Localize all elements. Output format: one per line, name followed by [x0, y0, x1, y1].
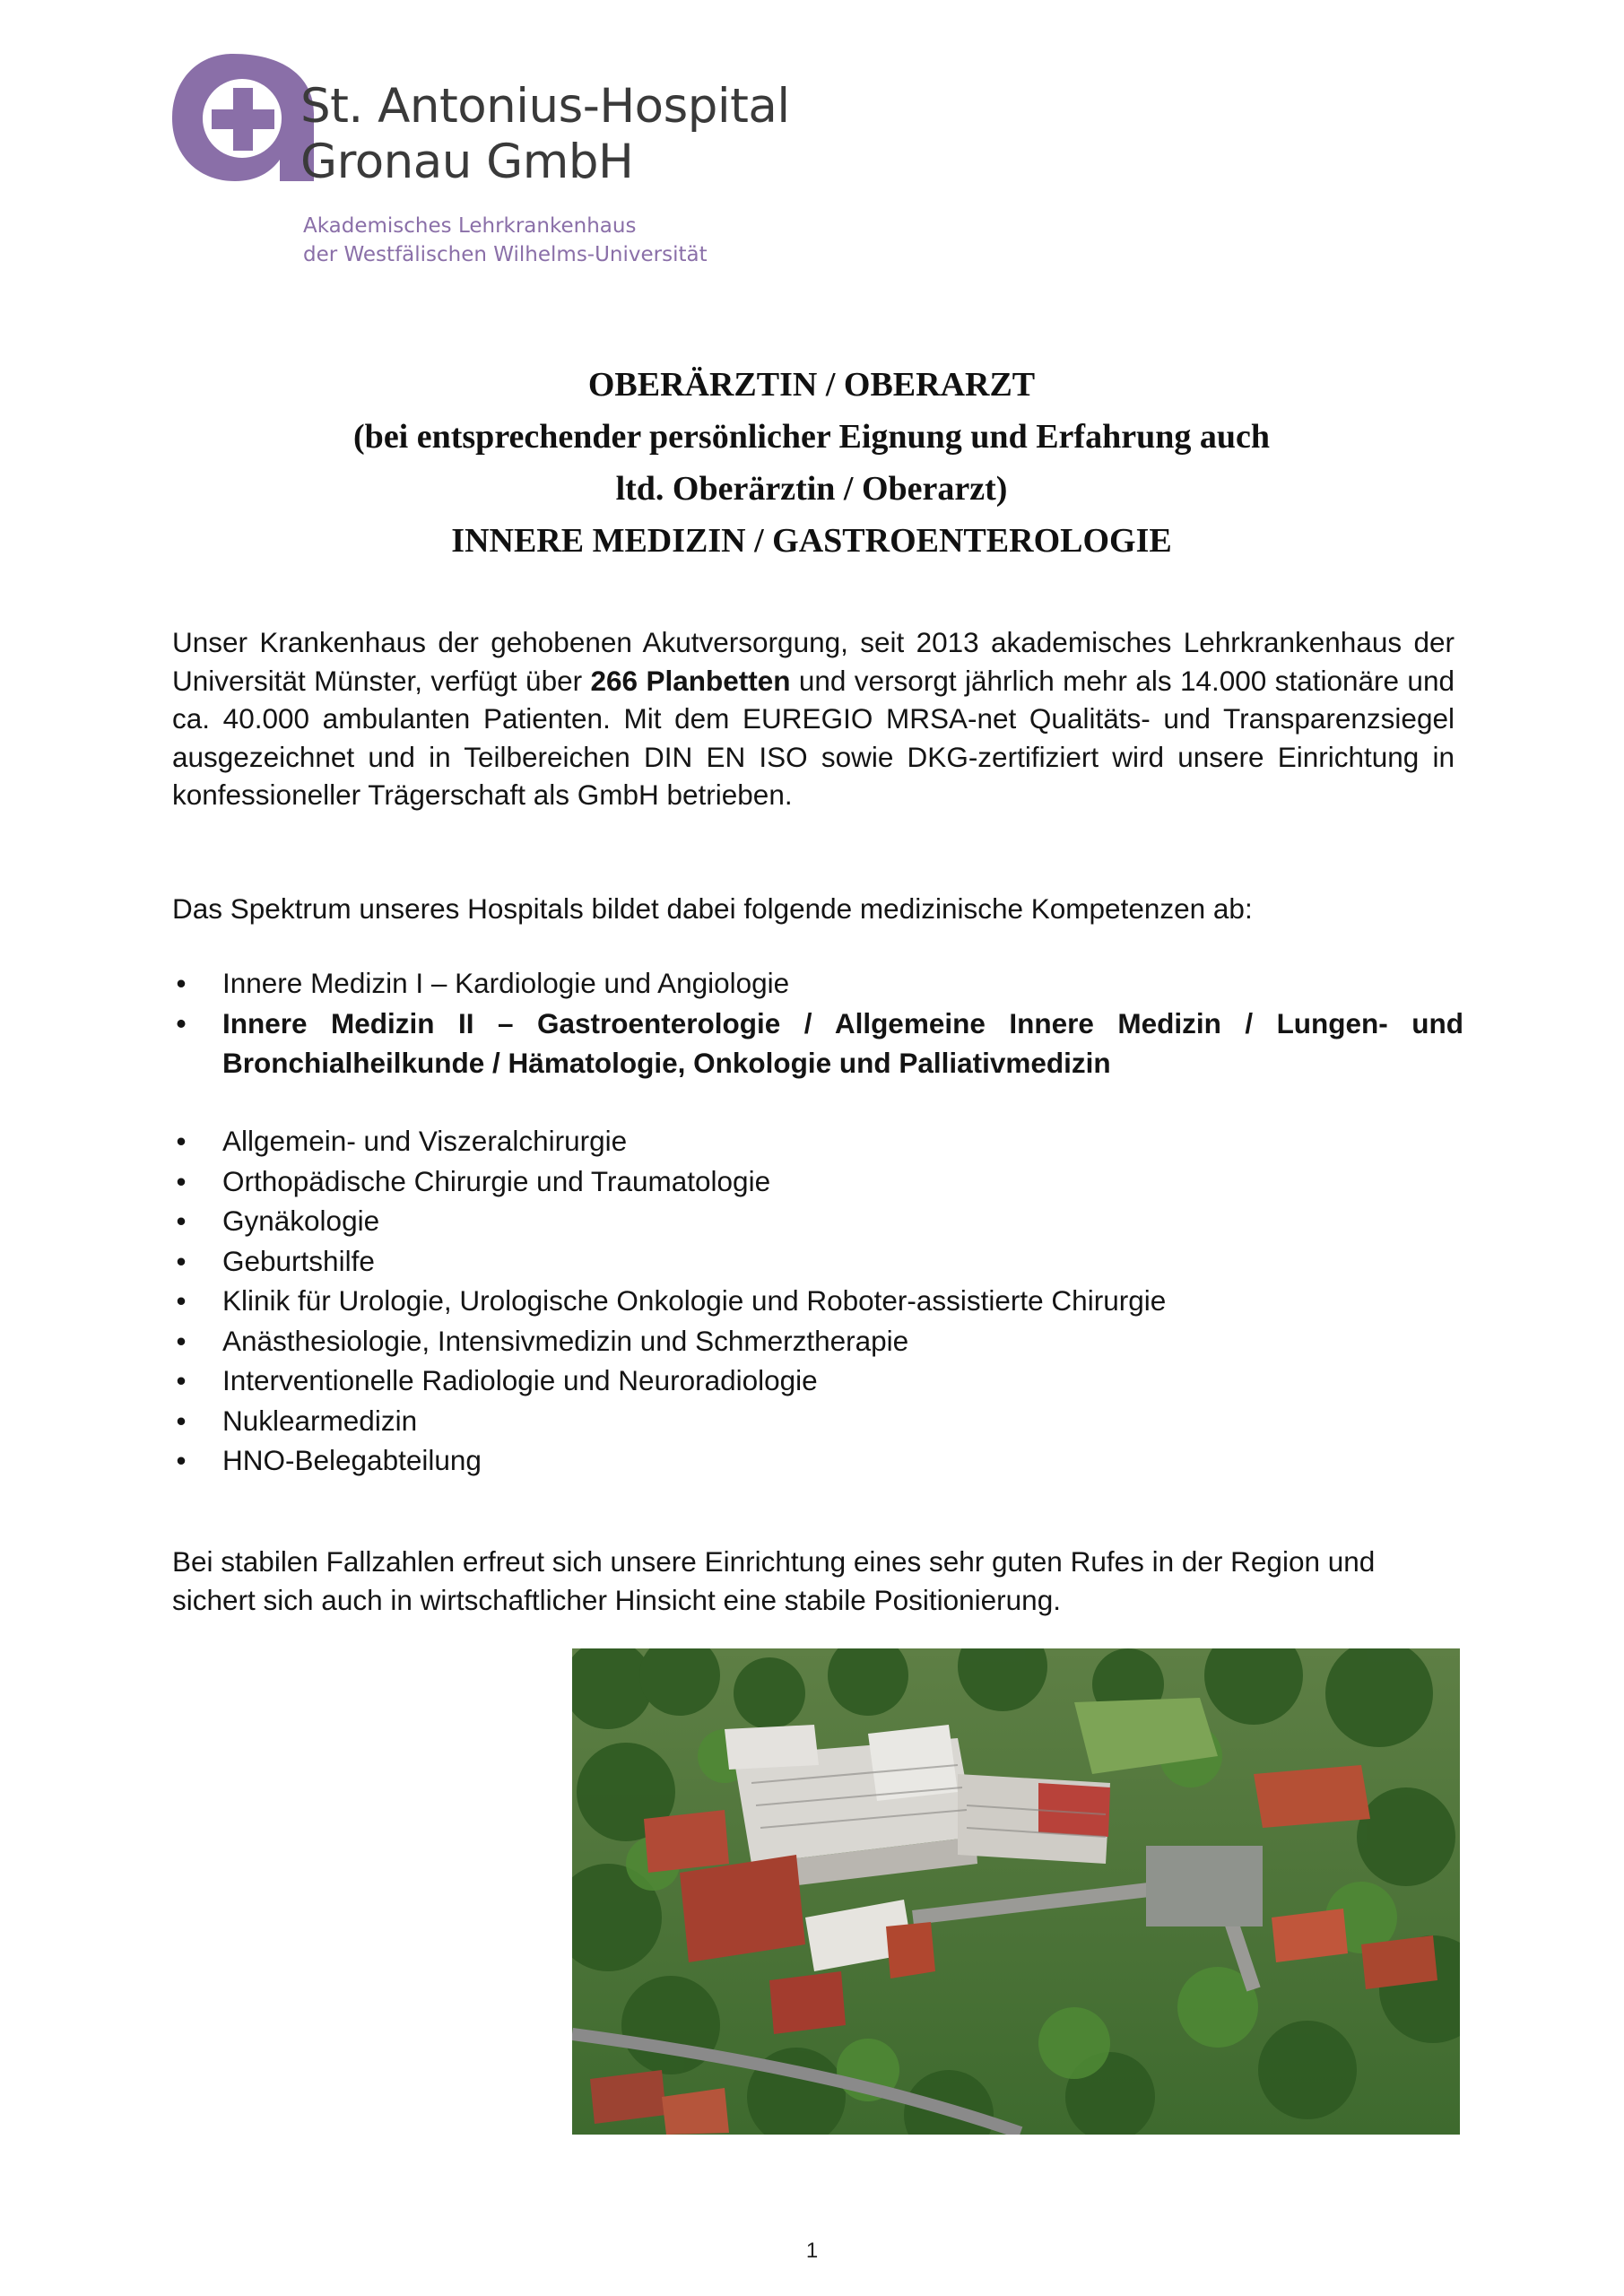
hospital-logo	[170, 47, 888, 271]
job-title-line1: OBERÄRZTIN / OBERARZT	[587, 366, 1036, 404]
intro-paragraph	[172, 623, 1455, 814]
hospital-subtitle	[303, 212, 708, 269]
competence-list-top	[172, 963, 1463, 1083]
bullet-icon: •	[176, 967, 187, 999]
competence-list-bottom	[172, 1121, 1463, 1481]
list-item	[172, 1121, 1463, 1161]
bullet-icon: •	[176, 1164, 187, 1197]
list-item-text: Allgemein- und Viszeralchirurgie	[222, 1125, 628, 1157]
list-item	[172, 1241, 1463, 1282]
hospital-subtitle-line2: der Westfälischen Wilhelms-Universität	[303, 243, 708, 266]
hospital-name	[300, 79, 790, 190]
intro-bold-beds: 266 Planbetten	[590, 664, 791, 697]
hospital-aerial-photo	[572, 1648, 1460, 2135]
list-item-text: Klinik für Urologie, Urologische Onkologie und Roboter-assistierte Chirurgie	[222, 1284, 1167, 1317]
list-item	[172, 963, 1463, 1004]
hospital-logo-mark-icon	[170, 47, 318, 186]
job-title-line3: ltd. Oberärztin / Oberarzt)	[615, 470, 1008, 508]
bullet-icon: •	[176, 1125, 187, 1157]
spectrum-intro: Das Spektrum unseres Hospitals bildet dabei folgende medizinische Kompetenzen ab:	[172, 892, 1253, 925]
list-item	[172, 1004, 1463, 1083]
list-item	[172, 1440, 1463, 1481]
list-item-text: Interventionelle Radiologie und Neuroradiologie	[222, 1364, 818, 1396]
list-item-text: Geburtshilfe	[222, 1244, 375, 1277]
hospital-name-line2: Gronau GmbH	[300, 135, 634, 189]
list-item	[172, 1361, 1463, 1401]
list-item-text: Gynäkologie	[222, 1205, 380, 1237]
intro-text-part2: und versorgt jährlich mehr als 14.000 stationäre und ca. 40.000 ambulanten Patienten. Mit dem EUREGIO MRSA-net Qualitäts- und Transparenzsiegel ausgezeichnet und in Teilbereichen DIN EN ISO sowie DKG-zertifiziert wird unsere Einrichtung in konfessioneller Trägerschaft als GmbH betrieben.	[172, 664, 1455, 811]
bullet-icon: •	[176, 1444, 187, 1476]
hospital-name-line1: St. Antonius-Hospital	[300, 79, 790, 134]
list-item	[172, 1401, 1463, 1441]
bullet-icon: •	[176, 1324, 187, 1357]
closing-paragraph: Bei stabilen Fallzahlen erfreut sich unsere Einrichtung eines sehr guten Rufes in der Region und sichert sich auch in wirtschaftlicher Hinsicht eine stabile Positionierung.	[172, 1545, 1376, 1616]
bullet-icon: •	[176, 1244, 187, 1277]
job-title-line4: INNERE MEDIZIN / GASTROENTEROLOGIE	[451, 522, 1172, 560]
bullet-icon: •	[176, 1404, 187, 1437]
aerial-photo-image	[572, 1648, 1460, 2135]
list-item-text: Innere Medizin I – Kardiologie und Angiologie	[222, 967, 790, 999]
intro-text-part1: Unser Krankenhaus der gehobenen Akutversorgung, seit 2013 akademisches Lehrkrankenhaus der Universität Münster, verfügt über	[172, 626, 1455, 697]
list-item-text: HNO-Belegabteilung	[222, 1444, 482, 1476]
bullet-icon: •	[176, 1284, 187, 1317]
list-item	[172, 1281, 1463, 1321]
job-title-block	[170, 359, 1453, 567]
hospital-subtitle-line1: Akademisches Lehrkrankenhaus	[303, 214, 637, 238]
list-item-text: Orthopädische Chirurgie und Traumatologie	[222, 1164, 771, 1197]
list-item-text: Anästhesiologie, Intensivmedizin und Schmerztherapie	[222, 1324, 909, 1357]
bullet-icon: •	[176, 1205, 187, 1237]
list-item-text: Innere Medizin II – Gastroenterologie / Allgemeine Innere Medizin / Lungen- und Bronchialheilkunde / Hämatologie, Onkologie und Palliativmedizin	[222, 1006, 1463, 1079]
job-title-line2: (bei entsprechender persönlicher Eignung und Erfahrung auch	[353, 418, 1270, 456]
list-item	[172, 1321, 1463, 1361]
list-item	[172, 1161, 1463, 1202]
list-item	[172, 1201, 1463, 1241]
list-item-text: Nuklearmedizin	[222, 1404, 418, 1437]
bullet-icon: •	[176, 1006, 187, 1039]
page-number: 1	[805, 2239, 819, 2263]
bullet-icon: •	[176, 1364, 187, 1396]
